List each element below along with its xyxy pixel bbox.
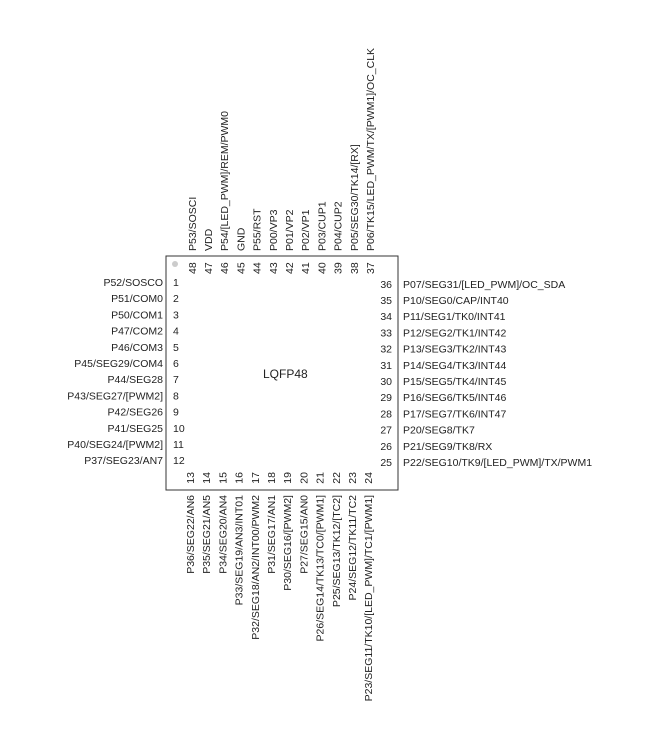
pin-label-14: P35/SEG21/AN5 bbox=[201, 495, 214, 574]
pin-number-44: 44 bbox=[251, 262, 264, 274]
pin-label-18: P31/SEG17/AN1 bbox=[266, 495, 278, 574]
pin-label-4: P47/COM2 bbox=[111, 325, 163, 338]
pin-number-6: 6 bbox=[173, 358, 179, 370]
pin-number-12: 12 bbox=[173, 455, 185, 468]
pin-number-15: 15 bbox=[217, 472, 230, 484]
pin-label-45: GND bbox=[235, 227, 248, 251]
pin-number-40: 40 bbox=[316, 262, 329, 274]
pin-label-22: P25/SEG13/TK12/[TC2] bbox=[330, 495, 343, 608]
pin-label-33: P12/SEG2/TK1/INT42 bbox=[403, 327, 507, 340]
pin-label-43: P00/VP3 bbox=[267, 209, 280, 251]
pin-label-32: P13/SEG3/TK2/INT43 bbox=[403, 343, 507, 356]
pin-label-10: P41/SEG25 bbox=[107, 422, 163, 435]
pin-label-19: P30/SEG16/[PWM2] bbox=[282, 495, 295, 591]
pin-number-13: 13 bbox=[185, 472, 197, 484]
pin-number-21: 21 bbox=[314, 472, 327, 484]
pin-number-7: 7 bbox=[173, 374, 179, 387]
pin-number-14: 14 bbox=[201, 472, 214, 484]
pin-label-31: P14/SEG4/TK3/INT44 bbox=[403, 359, 507, 372]
pin-label-29: P16/SEG6/TK5/INT46 bbox=[403, 392, 507, 405]
pin-number-4: 4 bbox=[173, 325, 179, 338]
pin-number-2: 2 bbox=[173, 293, 179, 306]
pin-number-31: 31 bbox=[380, 359, 392, 372]
pins-layer bbox=[67, 48, 592, 701]
pin-number-37: 37 bbox=[365, 262, 377, 274]
pin-number-11: 11 bbox=[173, 439, 184, 451]
pin-label-16: P33/SEG19/AN3/INT01 bbox=[233, 495, 246, 606]
pin-number-19: 19 bbox=[282, 472, 295, 484]
pin-number-23: 23 bbox=[347, 472, 359, 484]
pin-label-7: P44/SEG28 bbox=[107, 374, 163, 387]
pin-label-26: P21/SEG9/TK8/RX bbox=[403, 440, 493, 453]
pin1-marker-dot bbox=[172, 261, 178, 267]
pin-number-41: 41 bbox=[300, 262, 313, 274]
pin-label-44: P55/RST bbox=[251, 208, 264, 251]
pin-label-23: P24/SEG12/TK11/TC2 bbox=[347, 495, 359, 601]
pin-label-13: P36/SEG22/AN6 bbox=[185, 495, 197, 574]
pin-number-27: 27 bbox=[380, 424, 392, 437]
pin-label-25: P22/SEG10/TK9/[LED_PWM]/TX/PWM1 bbox=[403, 457, 593, 469]
pin-label-35: P10/SEG0/CAP/INT40 bbox=[403, 295, 509, 307]
pin-number-8: 8 bbox=[173, 390, 179, 403]
pin-label-20: P27/SEG15/AN0 bbox=[298, 495, 311, 574]
pin-number-46: 46 bbox=[219, 262, 232, 274]
pin-label-30: P15/SEG5/TK4/INT45 bbox=[403, 376, 507, 388]
pin-number-26: 26 bbox=[380, 440, 392, 453]
pin-label-47: VDD bbox=[203, 228, 215, 251]
pin-label-27: P20/SEG8/TK7 bbox=[403, 424, 475, 437]
pin-number-29: 29 bbox=[380, 392, 392, 405]
pin-label-17: P32/SEG18/AN2/INT00/PWM2 bbox=[249, 495, 262, 640]
pin-number-25: 25 bbox=[380, 457, 392, 469]
pin-label-38: P05/SEG30/TK14/[RX] bbox=[348, 144, 361, 251]
pin-label-28: P17/SEG7/TK6/INT47 bbox=[403, 408, 507, 421]
pin-number-38: 38 bbox=[348, 262, 361, 274]
pin-label-42: P01/VP2 bbox=[284, 209, 296, 251]
pin-number-39: 39 bbox=[332, 262, 345, 274]
pin-number-45: 45 bbox=[235, 262, 248, 274]
pin-label-41: P02/VP1 bbox=[300, 209, 313, 251]
pin-number-10: 10 bbox=[173, 422, 185, 435]
pin-number-16: 16 bbox=[233, 472, 246, 484]
pin-label-8: P43/SEG27/[PWM2] bbox=[67, 390, 163, 403]
pin-label-3: P50/COM1 bbox=[111, 309, 163, 322]
pin-label-46: P54/[LED_PWM]/REM/PWM0 bbox=[219, 110, 232, 251]
pin-label-11: P40/SEG24/[PWM2] bbox=[67, 439, 163, 451]
pin-number-3: 3 bbox=[173, 309, 179, 322]
pin-number-1: 1 bbox=[173, 277, 179, 289]
pin-number-22: 22 bbox=[330, 472, 343, 484]
pin-number-9: 9 bbox=[173, 406, 179, 419]
pin-number-5: 5 bbox=[173, 341, 179, 354]
pin-label-48: P53/SOSCI bbox=[186, 196, 199, 251]
pin-label-24: P23/SEG11/TK10/[LED_PWM]/TC1/[PWM1] bbox=[363, 495, 376, 702]
pin-number-20: 20 bbox=[298, 472, 311, 484]
pin-number-35: 35 bbox=[380, 295, 392, 307]
pin-number-17: 17 bbox=[249, 472, 262, 484]
pin-label-15: P34/SEG20/AN4 bbox=[217, 495, 230, 574]
pin-number-34: 34 bbox=[380, 311, 392, 324]
pin-number-24: 24 bbox=[363, 472, 376, 484]
pin-label-21: P26/SEG14/TK13/TC0/[PWM1] bbox=[314, 495, 327, 642]
pin-label-34: P11/SEG1/TK0/INT41 bbox=[403, 311, 506, 324]
pin-label-37: P06/TK15/LED_PWM/TX/[PWM1]/OC_CLK bbox=[365, 47, 377, 251]
pin-label-5: P46/COM3 bbox=[111, 341, 163, 354]
pin-number-42: 42 bbox=[284, 262, 296, 274]
pin-number-33: 33 bbox=[380, 327, 392, 340]
pin-number-36: 36 bbox=[380, 278, 392, 291]
pin-label-12: P37/SEG23/AN7 bbox=[84, 455, 163, 468]
pin-label-39: P04/CUP2 bbox=[332, 201, 345, 251]
pin-label-6: P45/SEG29/COM4 bbox=[74, 358, 163, 370]
pin-number-32: 32 bbox=[380, 343, 392, 356]
pin-label-1: P52/SOSCO bbox=[103, 277, 163, 289]
pin-number-48: 48 bbox=[186, 262, 199, 274]
pin-number-30: 30 bbox=[380, 376, 392, 388]
pin-label-36: P07/SEG31/[LED_PWM]/OC_SDA bbox=[403, 278, 566, 291]
pin-number-47: 47 bbox=[203, 262, 215, 274]
pin-label-9: P42/SEG26 bbox=[107, 406, 163, 419]
pin-number-18: 18 bbox=[266, 472, 278, 484]
pin-number-28: 28 bbox=[380, 408, 392, 421]
pin-label-40: P03/CUP1 bbox=[316, 201, 329, 251]
pin-number-43: 43 bbox=[267, 262, 280, 274]
package-name: LQFP48 bbox=[263, 367, 308, 381]
pin-label-2: P51/COM0 bbox=[111, 293, 163, 306]
